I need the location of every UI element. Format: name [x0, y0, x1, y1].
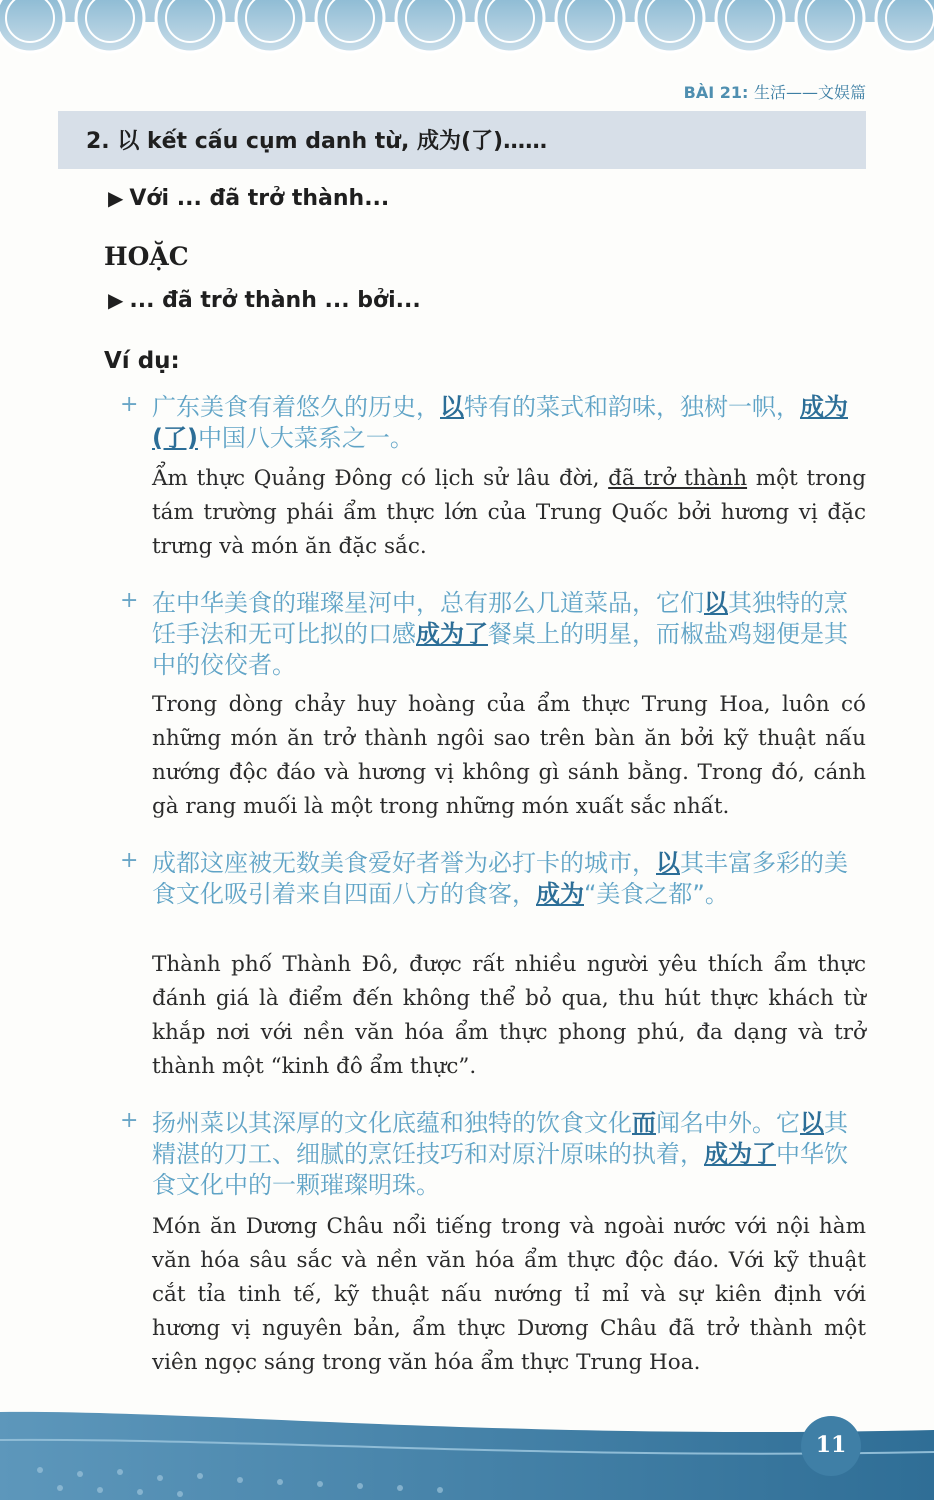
zh-keyword: 成为了	[704, 1140, 776, 1168]
example-3-vietnamese: Thành phố Thành Đô, được rất nhiều người yêu thích ẩm thực đánh giá là điểm đến không thể bỏ qua, thu hút thực khách từ khắp nơi với nền văn hóa ẩm thực phong phú, đa dạng và trở thành một “kinh đô ẩm thực”.	[152, 952, 866, 1079]
zh-text: “美食之都”。	[584, 880, 729, 908]
plus-bullet-icon: +	[120, 848, 139, 873]
example-4-vietnamese: Món ăn Dương Châu nổi tiếng trong và ngoài nước với nội hàm văn hóa sâu sắc và nền văn hóa ẩm thực độc đáo. Với kỹ thuật cắt tỉa tinh tế, kỹ thuật nấu nướng tỉ mỉ và sự kiên định với hương vị nguyên bản, ẩm thực Dương Châu đã trở thành một viên ngọc sáng trong văn hóa ẩm thực Trung Hoa.	[152, 1214, 866, 1375]
zh-text: 其独特的烹饪手法和无可比拟的口感	[152, 589, 848, 648]
vi-text: Ẩm thực Quảng Đông có lịch sử lâu đời,	[152, 466, 609, 491]
zh-text: 中国八大菜系之一。	[197, 424, 414, 452]
lesson-topic: 生活——文娱篇	[753, 83, 866, 102]
zh-keyword: 以	[440, 393, 464, 421]
zh-text: 在中华美食的璀璨星河中，总有那么几道菜品，它们	[152, 589, 704, 617]
zh-keyword: 以	[800, 1109, 824, 1137]
zh-keyword: 而	[632, 1109, 656, 1137]
pattern-1-text: Với ... đã trở thành...	[129, 186, 390, 211]
zh-text: 特有的菜式和韵味，独树一帜，	[464, 393, 800, 421]
zh-text: 餐桌上的明星，而椒盐鸡翅便是其中的佼佼者。	[152, 620, 848, 679]
zh-keyword: 成为(了)	[152, 393, 848, 452]
section-title: 2. 以 kết cấu cụm danh từ, 成为(了)……	[86, 129, 548, 154]
zh-text: 其丰富多彩的美食文化吸引着来自四面八方的食客，	[152, 849, 848, 908]
example-1-vietnamese	[152, 462, 866, 564]
example-2-chinese	[152, 588, 866, 681]
zh-text: 扬州菜以其深厚的文化底蕴和独特的饮食文化	[152, 1109, 632, 1137]
zh-text: 中华饮食文化中的一颗璀璨明珠。	[152, 1140, 848, 1199]
zh-keyword: 以	[704, 589, 728, 617]
vi-text: một trong tám trường phái ẩm thực lớn của Trung Quốc bởi hương vị đặc trưng và món ăn đặc sắc.	[152, 466, 866, 559]
plus-bullet-icon: +	[120, 392, 139, 417]
triangle-bullet-icon: ▶	[108, 186, 124, 210]
lesson-number: BÀI 21:	[683, 83, 749, 102]
pattern-1	[108, 186, 389, 211]
zh-text: 广东美食有着悠久的历史，	[152, 393, 440, 421]
example-2-vietnamese: Trong dòng chảy huy hoàng của ẩm thực Trung Hoa, luôn có những món ăn trở thành ngôi sao trên bàn ăn bởi kỹ thuật nấu nướng độc đáo và hương vị không gì sánh bằng. Trong đó, cánh gà rang muối là một trong những món xuất sắc nhất.	[152, 692, 866, 819]
page-number: 11	[815, 1432, 847, 1458]
zh-keyword: 成为了	[416, 620, 488, 648]
zh-text: 其精湛的刀工、细腻的烹饪技巧和对原汁原味的执着，	[152, 1109, 848, 1168]
pattern-2	[108, 288, 421, 313]
example-4-chinese	[152, 1108, 866, 1201]
zh-keyword: 以	[656, 849, 680, 877]
plus-bullet-icon: +	[120, 1108, 139, 1133]
example-3-chinese	[152, 848, 866, 910]
pattern-2-text: ... đã trở thành ... bởi...	[129, 288, 421, 313]
plus-bullet-icon: +	[120, 588, 139, 613]
or-label: HOẶC	[104, 242, 189, 271]
running-head	[684, 80, 866, 103]
zh-text: 成都这座被无数美食爱好者誉为必打卡的城市，	[152, 849, 656, 877]
top-wave-decoration	[0, 0, 934, 70]
vi-underlined: đã trở thành	[608, 466, 748, 491]
example-1-chinese	[152, 392, 866, 454]
zh-keyword: 成为	[536, 880, 584, 908]
examples-label: Ví dụ:	[104, 348, 180, 374]
bottom-wave-decoration	[0, 1400, 934, 1500]
zh-text: 闻名中外。它	[656, 1109, 800, 1137]
triangle-bullet-icon: ▶	[108, 288, 124, 312]
